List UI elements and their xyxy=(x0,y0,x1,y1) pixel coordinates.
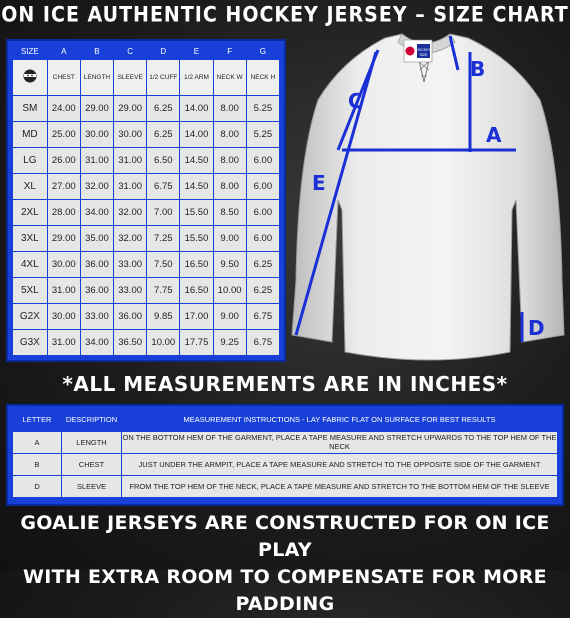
size-label: SM xyxy=(13,96,48,122)
instruction-letter: D xyxy=(13,475,62,497)
jersey-tag-text: HOCKEY xyxy=(416,48,431,52)
measurement-value: 6.00 xyxy=(246,200,279,226)
measurement-value: 33.00 xyxy=(80,304,113,330)
measurement-value: 6.25 xyxy=(246,252,279,278)
size-label: 5XL xyxy=(13,278,48,304)
measurement-value: 6.75 xyxy=(246,304,279,330)
label-a: A xyxy=(486,123,502,147)
goalie-note-line: WITH EXTRA ROOM TO COMPENSATE FOR MORE PADDING xyxy=(23,566,547,615)
measurement-value: 6.00 xyxy=(246,148,279,174)
label-d: D xyxy=(528,316,545,340)
size-label: G2X xyxy=(13,304,48,330)
measurement-value: 17.00 xyxy=(180,304,213,330)
measurement-value: 17.75 xyxy=(180,330,213,356)
instruction-description: SLEEVE xyxy=(62,475,122,497)
measurement-value: 10.00 xyxy=(213,278,246,304)
instruction-text: ON THE BOTTOM HEM OF THE GARMENT, PLACE A TAPE MEASURE AND STRETCH UPWARDS TO THE TOP HEM OF THE NECK xyxy=(122,433,557,451)
table-row xyxy=(13,304,280,330)
measurement-value: 34.00 xyxy=(80,200,113,226)
size-label: G3X xyxy=(13,330,48,356)
measurement-value: 35.00 xyxy=(80,226,113,252)
table-row xyxy=(13,252,280,278)
table-row xyxy=(13,431,558,453)
measurement-value: 9.50 xyxy=(213,252,246,278)
measurement-name: 1/2 CUFF xyxy=(147,59,180,96)
measurement-value: 16.50 xyxy=(180,252,213,278)
measurement-value: 8.50 xyxy=(213,200,246,226)
label-c: C xyxy=(348,89,363,113)
measurement-value: 24.00 xyxy=(47,96,80,122)
measurement-value: 14.50 xyxy=(180,148,213,174)
measurement-value: 25.00 xyxy=(47,122,80,148)
jersey-diagram xyxy=(290,30,570,370)
measurement-value: 34.00 xyxy=(80,330,113,356)
instructions-table xyxy=(6,404,564,506)
size-column-header: SIZE xyxy=(20,47,39,57)
size-chart-table xyxy=(6,39,286,362)
measurement-value: 6.00 xyxy=(246,174,279,200)
measurement-value: 14.00 xyxy=(180,122,213,148)
size-label: 4XL xyxy=(13,252,48,278)
measurement-value: 33.00 xyxy=(114,278,147,304)
measurement-value: 30.00 xyxy=(80,122,113,148)
measurement-name: LENGTH xyxy=(80,59,113,96)
measurement-value: 6.25 xyxy=(147,122,180,148)
measurement-value: 6.75 xyxy=(246,330,279,356)
measurement-value: 10.00 xyxy=(147,330,180,356)
measurement-value: 5.25 xyxy=(246,122,279,148)
measurement-value: 29.00 xyxy=(47,226,80,252)
table-row xyxy=(13,226,280,252)
description-column-header: DESCRIPTION xyxy=(65,415,118,425)
measurement-value: 5.25 xyxy=(246,96,279,122)
measurement-value: 36.00 xyxy=(80,252,113,278)
letter-header: G xyxy=(259,47,266,57)
measurement-value: 31.00 xyxy=(47,278,80,304)
measurement-value: 33.00 xyxy=(114,252,147,278)
instruction-description: LENGTH xyxy=(62,431,122,453)
measurement-value: 6.25 xyxy=(246,278,279,304)
measurement-value: 36.00 xyxy=(114,304,147,330)
measurement-value: 6.00 xyxy=(246,226,279,252)
measurement-value: 29.00 xyxy=(80,96,113,122)
measurement-value: 14.50 xyxy=(180,174,213,200)
page-title: ON ICE AUTHENTIC HOCKEY JERSEY – SIZE CHART xyxy=(1,2,569,28)
size-label: 2XL xyxy=(13,200,48,226)
measurement-value: 32.00 xyxy=(114,226,147,252)
measurement-value: 36.50 xyxy=(114,330,147,356)
size-label: LG xyxy=(13,148,48,174)
measurement-value: 8.00 xyxy=(213,122,246,148)
measurement-value: 32.00 xyxy=(114,200,147,226)
letter-header: F xyxy=(227,47,233,57)
label-e: E xyxy=(312,171,326,195)
measurement-value: 16.50 xyxy=(180,278,213,304)
table-row xyxy=(13,122,280,148)
ninja-logo xyxy=(13,59,48,96)
measurement-value: 8.00 xyxy=(213,96,246,122)
size-letter-header-row xyxy=(13,45,280,59)
measurement-name: NECK H xyxy=(246,59,279,96)
goalie-note-line: GOALIE JERSEYS ARE CONSTRUCTED FOR ON ICE PLAY xyxy=(20,512,550,561)
jersey-tag-text: SIZE xyxy=(419,53,428,57)
letter-header: D xyxy=(160,47,167,57)
table-row xyxy=(13,200,280,226)
instruction-text: JUST UNDER THE ARMPIT, PLACE A TAPE MEASURE AND STRETCH TO THE OPPOSITE SIDE OF THE GARMENT xyxy=(121,453,557,475)
goalie-note xyxy=(0,510,570,618)
letter-header: A xyxy=(61,47,67,57)
instruction-letter: A xyxy=(13,431,62,453)
label-b: B xyxy=(470,57,486,81)
measurement-value: 7.50 xyxy=(147,252,180,278)
size-label: XL xyxy=(13,174,48,200)
measurement-value: 31.00 xyxy=(47,330,80,356)
measurement-value: 7.00 xyxy=(147,200,180,226)
instruction-letter: B xyxy=(13,453,62,475)
measurement-value: 7.25 xyxy=(147,226,180,252)
measurement-value: 7.75 xyxy=(147,278,180,304)
table-row xyxy=(13,174,280,200)
measurement-value: 6.75 xyxy=(147,174,180,200)
instruction-description: CHEST xyxy=(62,453,122,475)
size-label: 3XL xyxy=(13,226,48,252)
measurement-value: 6.25 xyxy=(147,96,180,122)
measurement-value: 15.50 xyxy=(180,200,213,226)
jersey-shape xyxy=(292,34,564,360)
measurement-value: 6.50 xyxy=(147,148,180,174)
measurement-name: NECK W xyxy=(213,59,246,96)
measurement-value: 30.00 xyxy=(47,304,80,330)
measurement-value: 9.25 xyxy=(213,330,246,356)
measurement-value: 36.00 xyxy=(80,278,113,304)
measurement-value: 31.00 xyxy=(114,174,147,200)
table-row xyxy=(13,453,558,475)
measurement-value: 9.85 xyxy=(147,304,180,330)
letter-header: B xyxy=(94,47,100,57)
measurement-name: SLEEVE xyxy=(114,59,147,96)
table-row xyxy=(13,330,280,356)
units-note: *ALL MEASUREMENTS ARE IN INCHES* xyxy=(62,372,508,396)
table-row xyxy=(13,475,558,497)
letter-column-header: LETTER xyxy=(22,415,52,425)
table-row xyxy=(13,278,280,304)
instructions-header-row xyxy=(13,409,558,431)
measurement-value: 9.00 xyxy=(213,226,246,252)
letter-header: C xyxy=(127,47,134,57)
measurement-name: 1/2 ARM xyxy=(180,59,213,96)
measurement-name-row xyxy=(13,59,280,96)
table-row xyxy=(13,148,280,174)
letter-header: E xyxy=(193,47,200,57)
measurement-value: 26.00 xyxy=(47,148,80,174)
measurement-name: CHEST xyxy=(47,59,80,96)
instructions-column-header: MEASUREMENT INSTRUCTIONS - LAY FABRIC FLAT ON SURFACE FOR BEST RESULTS xyxy=(183,415,496,425)
measurement-value: 8.00 xyxy=(213,174,246,200)
measurement-value: 27.00 xyxy=(47,174,80,200)
size-label: MD xyxy=(13,122,48,148)
measurement-value: 30.00 xyxy=(47,252,80,278)
measurement-value: 14.00 xyxy=(180,96,213,122)
measurement-value: 8.00 xyxy=(213,148,246,174)
measurement-value: 31.00 xyxy=(114,148,147,174)
table-row xyxy=(13,96,280,122)
measurement-value: 28.00 xyxy=(47,200,80,226)
measurement-value: 32.00 xyxy=(80,174,113,200)
measurement-value: 29.00 xyxy=(114,96,147,122)
measurement-value: 15.50 xyxy=(180,226,213,252)
measurement-value: 9.00 xyxy=(213,304,246,330)
measurement-value: 31.00 xyxy=(80,148,113,174)
measurement-value: 30.00 xyxy=(114,122,147,148)
instruction-text: FROM THE TOP HEM OF THE NECK, PLACE A TAPE MEASURE AND STRETCH TO THE BOTTOM HEM OF THE SLEEVE xyxy=(121,475,557,497)
